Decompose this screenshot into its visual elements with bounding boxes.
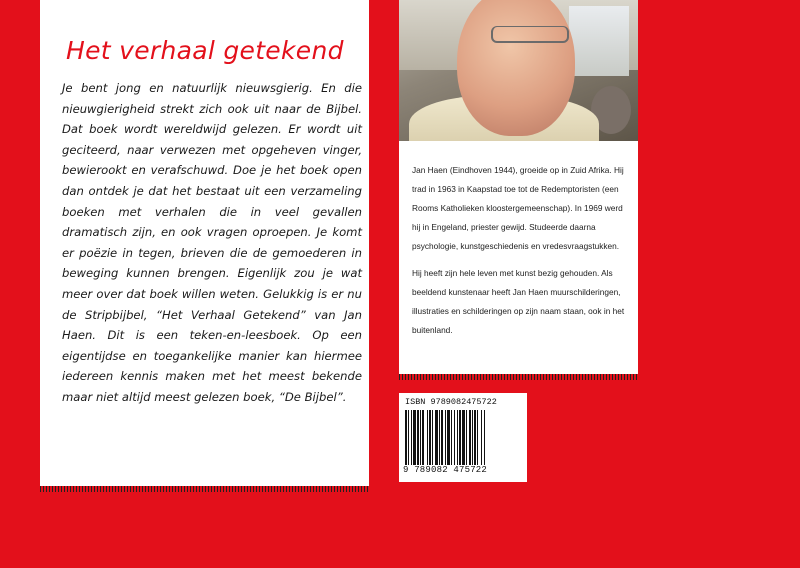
- barcode-bar: [457, 410, 458, 465]
- barcode-bars: [405, 410, 521, 465]
- barcode-bar: [447, 410, 450, 465]
- barcode-bar: [427, 410, 428, 465]
- barcode-bar: [459, 410, 461, 465]
- barcode-bar: [466, 410, 467, 465]
- barcode-bar: [432, 410, 433, 465]
- barcode-bar: [411, 410, 412, 465]
- barcode-bar: [445, 410, 446, 465]
- barcode-bar: [422, 410, 424, 465]
- barcode-bar: [417, 410, 419, 465]
- bio-paragraph-1: Jan Haen (Eindhoven 1944), groeide op in Zuid Afrika. Hij trad in 1963 in Kaapstad toe tot de Redemptoristen (een Rooms Katholieken kloostergemeenschap). In 1969 werd hij in Engeland, priester gewijd. Studeerde daarna psychologie, kunstgeschiedenis en vredesvraagstukken.: [412, 165, 624, 251]
- author-bio-panel: [399, 141, 638, 374]
- barcode-bar: [472, 410, 473, 465]
- barcode-bar: [408, 410, 409, 465]
- barcode-bar: [420, 410, 421, 465]
- isbn-label: ISBN 9789082475722: [405, 397, 497, 407]
- barcode-bar: [439, 410, 440, 465]
- barcode-bar: [454, 410, 455, 465]
- barcode-bar: [405, 410, 407, 465]
- back-cover-text-panel: [40, 0, 369, 486]
- barcode-bar: [484, 410, 485, 465]
- panel-edge-decoration: [40, 486, 369, 492]
- barcode-digits: 9 789082 475722: [403, 465, 488, 475]
- barcode-bar: [481, 410, 482, 465]
- barcode-bar: [462, 410, 465, 465]
- barcode-bar: [413, 410, 416, 465]
- barcode-bar: [477, 410, 478, 465]
- bio-paragraph-2: Hij heeft zijn hele leven met kunst bezig gehouden. Als beeldend kunstenaar heeft Jan Haen muurschilderingen, illustraties en schilderingen op zijn naam staan, ook in het buitenland.: [412, 268, 625, 335]
- book-title: Het verhaal getekend: [66, 36, 344, 65]
- barcode-bar: [435, 410, 438, 465]
- panel-edge-decoration: [399, 374, 638, 380]
- barcode-bar: [451, 410, 452, 465]
- author-photo: [399, 0, 638, 141]
- barcode-bar: [441, 410, 443, 465]
- barcode-box: [399, 393, 527, 482]
- blurb-text: Je bent jong en natuurlijk nieuwsgierig. En die nieuwgierigheid strekt zich ook uit naar de Bijbel. Dat boek wordt wereldwijd gelezen. Er wordt uit geciteerd, naar verwezen met opgeheven vinger, bewierookt en verafschuwd. Doe je het boek open dan ontdek je dat het bestaat uit een verzameling boeken met verhalen die in veel gevallen dramatisch zijn, en ook vragen oproepen. Je komt er poëzie in tegen, brieven die de gemoederen in beweging kunnen brengen. Eigenlijk zou je wat meer over dat boek willen weten. Gelukkig is er nu de Stripbijbel, “Het Verhaal Getekend” van Jan Haen. Dit is een teken-en-leesboek. Op een eigentijdse en toegankelijke manier kan hiermee iedereen kennis maken met het meest bekende maar niet altijd meest gelezen boek, “De Bijbel”.: [62, 81, 362, 404]
- barcode-bar: [429, 410, 431, 465]
- barcode-bar: [469, 410, 471, 465]
- barcode-bar: [474, 410, 476, 465]
- author-bio: [412, 161, 626, 348]
